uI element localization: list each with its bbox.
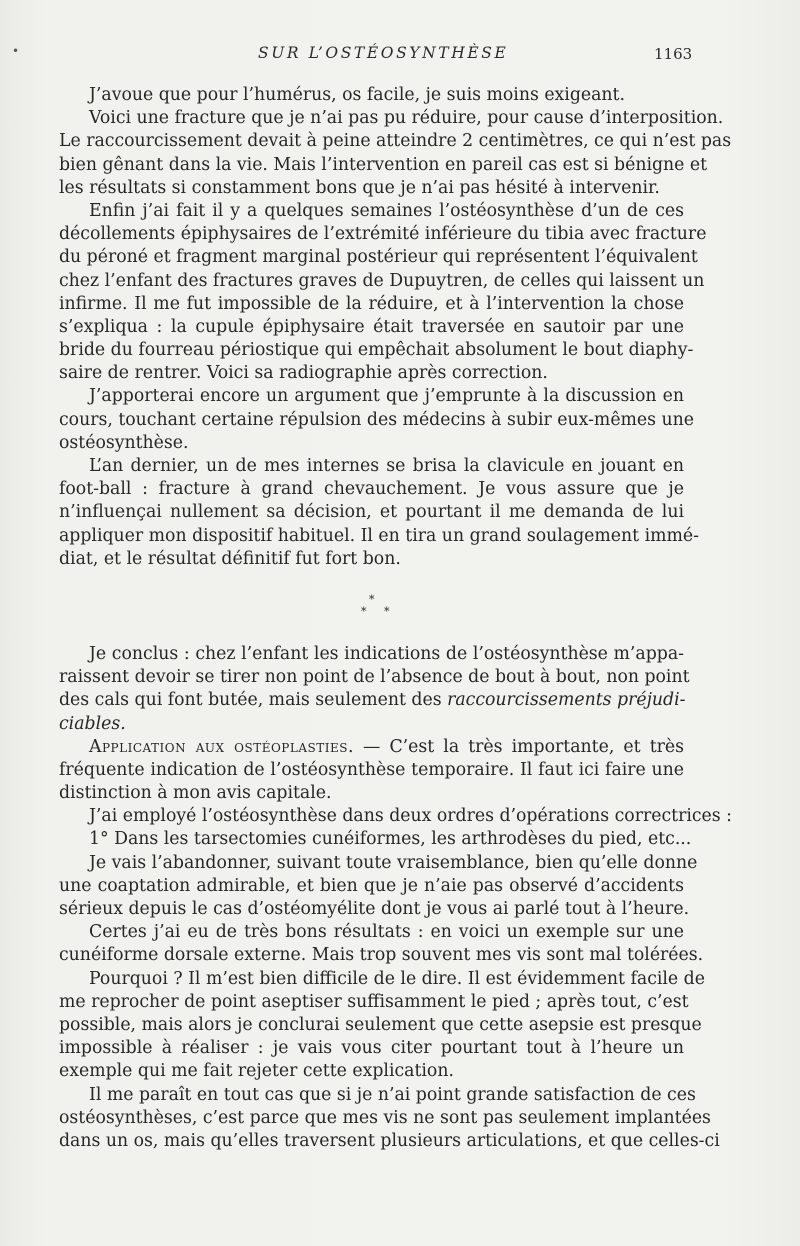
line-text: ostéosynthèses, c’est parce que mes vis ne sont pas seulement implantées	[59, 1107, 711, 1128]
line-text: bride du fourreau périostique qui empêchait absolument le bout diaphy-	[59, 340, 694, 361]
line-text: décollements épiphysaires de l’extrémité inférieure du tibia avec fracture	[59, 224, 707, 245]
line-text: me reprocher de point aseptiser suffisamment le pied ; après tout, c’est	[59, 991, 689, 1012]
line-text: du péroné et fragment marginal postérieur qui représentent l’équivalent	[59, 247, 698, 268]
line-text: sérieux depuis le cas d’ostéomyélite dont je vous ai parlé tout à l’heure.	[59, 899, 690, 919]
text-line	[59, 805, 732, 828]
text-line	[59, 1014, 702, 1037]
text-line	[59, 455, 684, 478]
text-line	[59, 643, 684, 666]
text-line	[59, 875, 684, 898]
line-text: distinction à mon avis capitale.	[59, 783, 332, 804]
line-text: Je vais l’abandonner, suivant toute vraisemblance, bien qu’elle donne	[89, 852, 698, 873]
separator-stars-bottom: * *	[361, 604, 397, 618]
text-line	[59, 525, 699, 548]
line-text: Le raccourcissement devait à peine atteindre 2 centimètres, ce qui n’est pas	[59, 131, 732, 152]
text-block-2	[59, 643, 690, 736]
section-separator	[59, 571, 684, 643]
line-text: n’influençai nullement sa décision, et pourtant il me demanda de lui	[59, 502, 684, 523]
text-line	[59, 828, 692, 851]
line-text: Enfin j’ai fait il y a quelques semaines l’ostéosynthèse d’un de ces	[89, 200, 684, 221]
margin-mark: •	[12, 44, 20, 58]
text-line	[59, 246, 698, 269]
text-line	[59, 991, 689, 1014]
text-line	[59, 270, 705, 293]
line-text: Pourquoi ? Il m’est bien difficile de le dire. Il est évidemment facile de	[89, 968, 705, 989]
line-text: J’ai employé l’ostéosynthèse dans deux ordres d’opérations correctrices :	[89, 806, 732, 827]
text-line	[59, 921, 684, 944]
text-line	[59, 84, 684, 107]
text-line	[59, 689, 684, 712]
line-text: L’an dernier, un de mes internes se brisa la clavicule en jouant en	[89, 456, 684, 476]
text-line	[59, 944, 704, 967]
text-line	[59, 1084, 696, 1107]
text-line	[59, 177, 684, 200]
text-line	[59, 1107, 711, 1130]
text-line	[59, 968, 705, 991]
text-line	[59, 548, 684, 571]
line-text: chez l’enfant des fractures graves de Dupuytren, de celles qui laissent un	[59, 270, 705, 291]
line-text: 1° Dans les tarsectomies cunéiformes, les arthrodèses du pied, etc...	[89, 829, 692, 850]
text-line	[59, 385, 684, 408]
line-text: bien gênant dans la vie. Mais l’intervention en pareil cas est si bénigne et	[59, 154, 708, 175]
line-text: s’expliqua : la cupule épiphysaire était traversée en sautoir par une	[59, 316, 684, 337]
text-line	[59, 501, 684, 524]
line-text: J’apporterai encore un argument que j’emprunte à la discussion en	[89, 386, 684, 407]
separator-star-top: *	[369, 592, 375, 606]
body-text	[59, 84, 732, 1153]
application-heading: Application aux ostéoplasties.	[89, 736, 354, 757]
italic-phrase: raccourcissements préjudi-	[447, 690, 686, 711]
text-line	[59, 200, 684, 223]
line-text: Voici une fracture que je n’ai pas pu réduire, pour cause d’interposition.	[89, 108, 724, 129]
text-line	[59, 478, 684, 501]
text-line	[59, 432, 684, 455]
text-line	[59, 316, 684, 339]
line-text: diat, et le résultat définitif fut fort bon.	[59, 548, 401, 569]
text-line	[59, 713, 684, 736]
text-block-3	[59, 759, 732, 1153]
text-line	[59, 666, 690, 689]
line-text: infirme. Il me fut impossible de la réduire, et à l’intervention la chose	[59, 293, 684, 314]
running-header	[0, 44, 800, 68]
line-text: cunéiforme dorsale externe. Mais trop souvent mes vis sont mal tolérées.	[59, 945, 704, 966]
line-text: Il me paraît en tout cas que si je n’ai point grande satisfaction de ces	[89, 1084, 696, 1105]
italic-phrase: ciables.	[59, 713, 126, 734]
text-line	[59, 898, 690, 921]
application-line	[59, 736, 684, 759]
line-text: possible, mais alors je conclurai seulement que cette asepsie est presque	[59, 1014, 702, 1035]
text-line	[59, 409, 695, 432]
line-text: Je conclus : chez l’enfant les indications de l’ostéosynthèse m’appa-	[89, 643, 684, 664]
line-text: fréquente indication de l’ostéosynthèse temporaire. Il faut ici faire une	[59, 759, 684, 780]
text-line	[59, 154, 708, 177]
text-line	[59, 782, 684, 805]
line-text: ostéosynthèse.	[59, 432, 189, 453]
text-block-1	[59, 84, 732, 571]
line-text: dans un os, mais qu’elles traversent plusieurs articulations, et que celles-ci	[59, 1130, 720, 1151]
line-text: impossible à réaliser : je vais vous citer pourtant tout à l’heure un	[59, 1038, 684, 1059]
text-line	[59, 759, 684, 782]
line-text: appliquer mon dispositif habituel. Il en tira un grand soulagement immé-	[59, 525, 699, 546]
line-text: J’avoue que pour l’humérus, os facile, je suis moins exigeant.	[89, 85, 625, 105]
line-text: des cals qui font butée, mais seulement des	[59, 690, 442, 711]
header-title: SUR L’OSTÉOSYNTHÈSE	[258, 44, 509, 62]
line-text: exemple qui me fait rejeter cette explication.	[59, 1061, 454, 1082]
line-text: Certes j’ai eu de très bons résultats : en voici un exemple sur une	[89, 922, 684, 943]
text-line	[59, 107, 724, 130]
text-line	[59, 293, 684, 316]
line-text: saire de rentrer. Voici sa radiographie après correction.	[59, 363, 548, 384]
line-text: cours, touchant certaine répulsion des médecins à subir eux-mêmes une	[59, 409, 695, 430]
text-line	[59, 339, 694, 362]
page-number: 1163	[654, 45, 693, 63]
line-text: foot-ball : fracture à grand chevauchement. Je vous assure que je	[59, 479, 684, 500]
text-line	[59, 130, 732, 153]
text-line	[59, 1037, 684, 1060]
text-line	[59, 852, 698, 875]
text-line	[59, 1130, 720, 1153]
text-line	[59, 1060, 684, 1083]
line-text: les résultats si constamment bons que je n’ai pas hésité à intervenir.	[59, 177, 660, 198]
text-line	[59, 223, 707, 246]
text-line	[59, 362, 684, 385]
application-rest: — C’est la très importante, et très	[353, 736, 684, 757]
line-text: une coaptation admirable, et bien que je n’aie pas observé d’accidents	[59, 875, 684, 896]
line-text: raissent devoir se tirer non point de l’absence de bout à bout, non point	[59, 667, 690, 688]
